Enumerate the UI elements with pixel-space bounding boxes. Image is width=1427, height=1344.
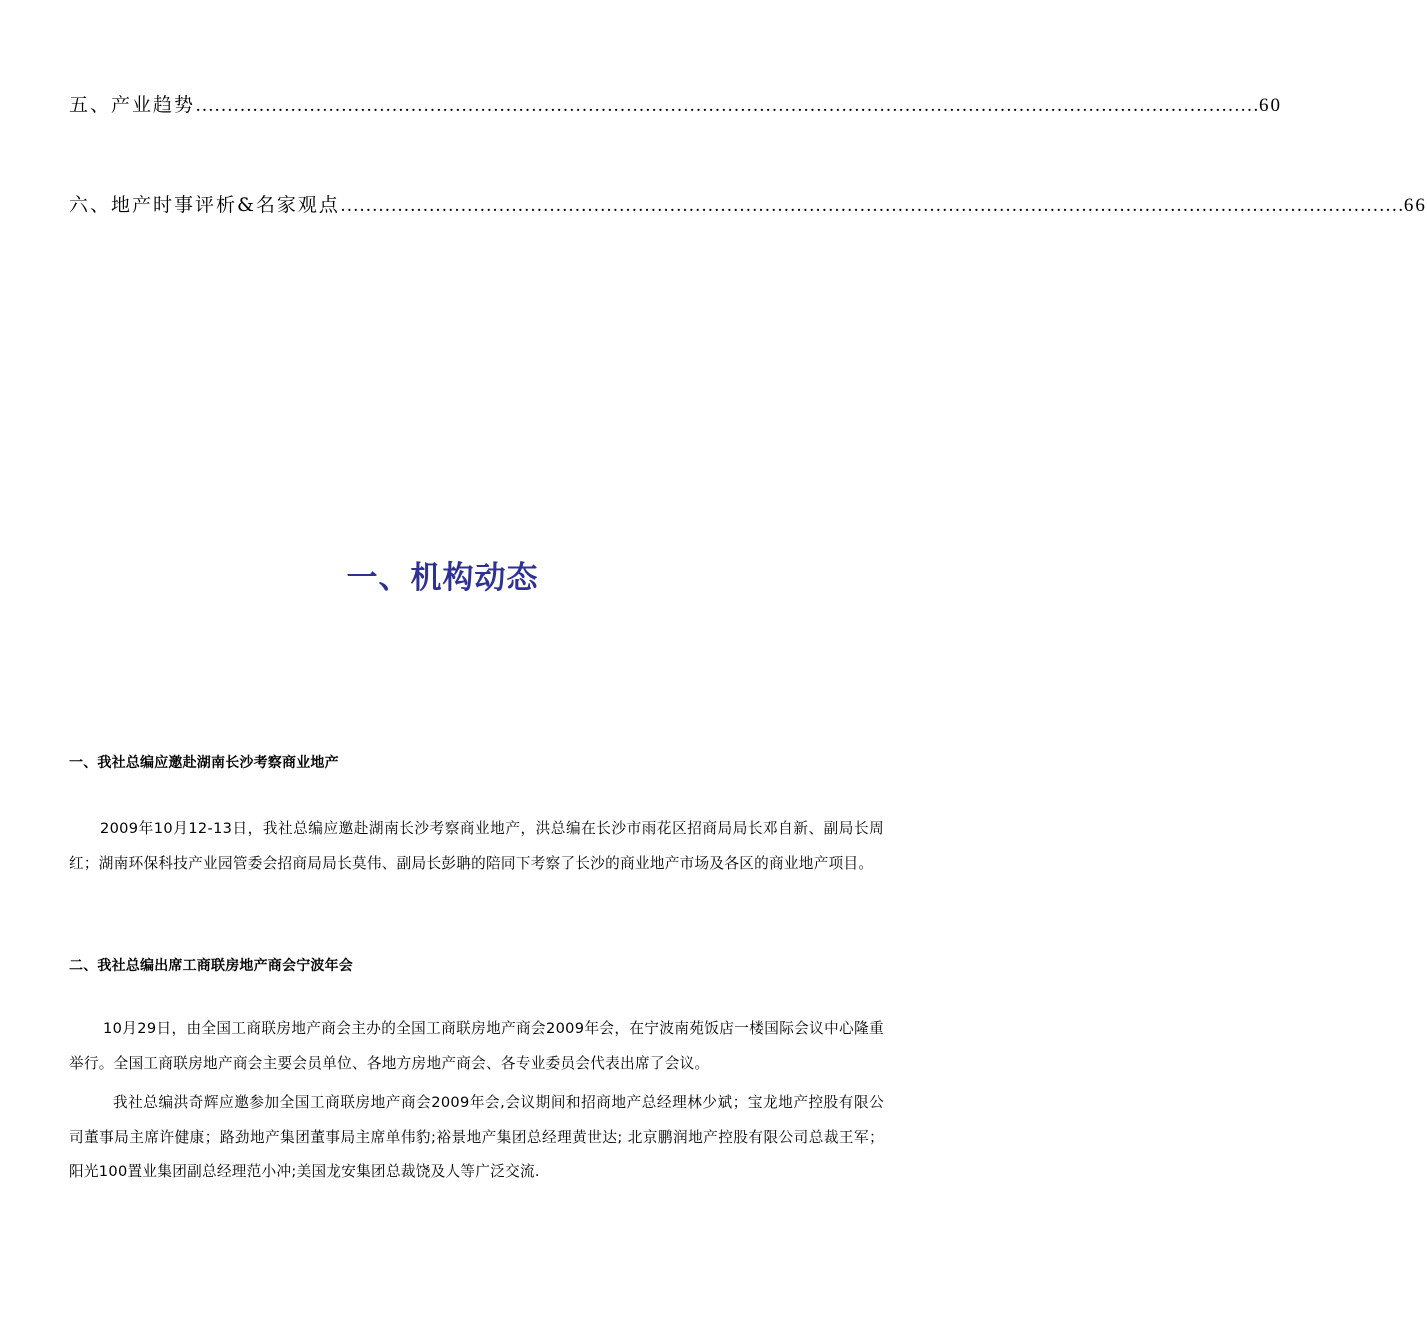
- toc-entry-news-commentary[interactable]: [69, 190, 1427, 217]
- article-paragraph: 10月29日，由全国工商联房地产商会主办的全国工商联房地产商会2009年会，在宁波南苑饭店一楼国际会议中心隆重举行。全国工商联房地产商会主要会员单位、各地方房地产商会、各专业委员会代表出席了会议。: [69, 1020, 884, 1072]
- toc-entry-title: 五、产业趋势: [69, 94, 196, 116]
- toc-dot-leader: ……………………………………………………………………………………………………………………………………………………: [195, 95, 1260, 116]
- article-paragraph: 2009年10月12-13日，我社总编应邀赴湖南长沙考察商业地产，洪总编在长沙市雨花区招商局局长邓自新、副局长周红；湖南环保科技产业园管委会招商局局长莫伟、副局长彭聃的陪同下考察了长沙的商业地产市场及各区的商业地产项目。: [69, 820, 884, 872]
- article-title: 一、我社总编应邀赴湖南长沙考察商业地产: [69, 755, 339, 771]
- toc-page-number: 60: [1259, 95, 1283, 116]
- section-heading: 一、机构动态: [346, 560, 539, 596]
- article-paragraph: 我社总编洪奇辉应邀参加全国工商联房地产商会2009年会,会议期间和招商地产总经理林少斌；宝龙地产控股有限公司董事局主席许健康；路劲地产集团董事局主席单伟豹;裕景地产集团总经理黄世达; 北京鹏润地产控股有限公司总裁王军；阳光100置业集团副总经理范小冲;美国龙安集团总裁饶及人等广泛交流.: [69, 1094, 884, 1180]
- toc-dot-leader: ……………………………………………………………………………………………………………………………………………………: [339, 195, 1404, 216]
- toc-page-number: 66: [1403, 195, 1427, 216]
- toc-entry-industry-trends[interactable]: [69, 90, 1283, 117]
- toc-entry-title: 六、地产时事评析&名家观点: [69, 194, 340, 216]
- article-title: 二、我社总编出席工商联房地产商会宁波年会: [69, 958, 353, 974]
